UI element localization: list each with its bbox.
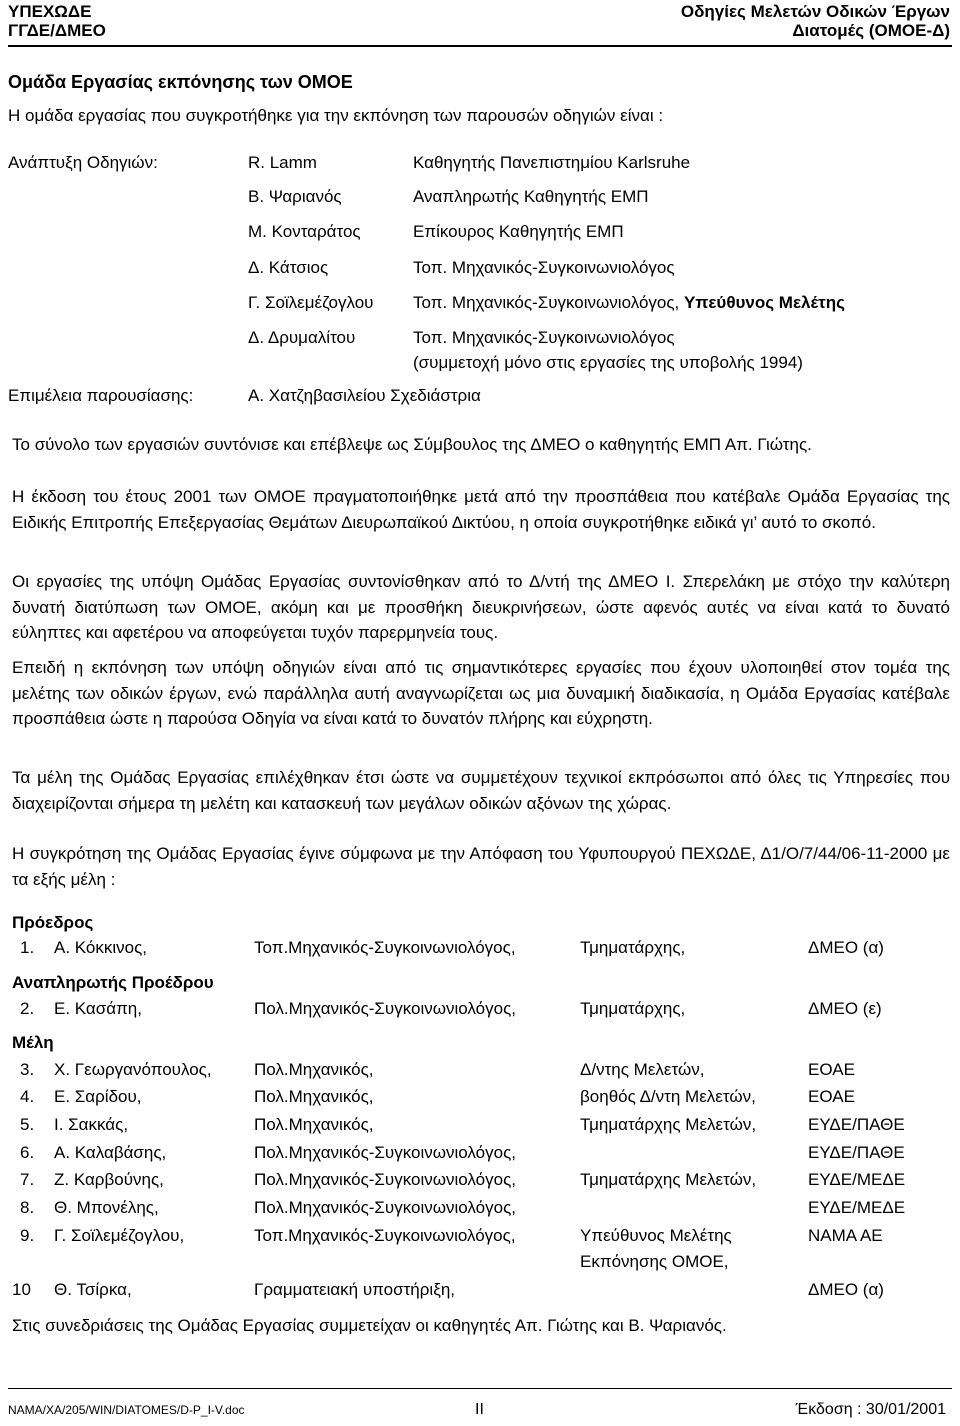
footer-page-number: II: [475, 1401, 484, 1418]
row-number: 7.: [20, 1170, 35, 1189]
footer-edition: Έκδοση : 30/01/2001: [795, 1401, 946, 1418]
row-organization: ΕΥΔΕ/ΜΕΔΕ: [808, 1170, 906, 1189]
row-name: Ε. Σαρίδου,: [54, 1087, 142, 1106]
row-position: Δ/ντης Μελετών,: [580, 1060, 705, 1079]
member-name: R. Lamm: [248, 153, 317, 172]
row-name: Α. Κόκκινος,: [54, 938, 148, 957]
header-left-line1: ΥΠΕΧΩΔΕ: [8, 2, 92, 21]
paragraph-coordination: Το σύνολο των εργασιών συντόνισε και επέβλεψε ως Σύμβουλος της ΔΜΕΟ ο καθηγητής ΕΜΠ Απ. Γιώτης.: [12, 435, 812, 454]
row-organization: ΔΜΕΟ (ε): [808, 999, 882, 1018]
row-specialty: Τοπ.Μηχανικός-Συγκοινωνιολόγος,: [254, 1226, 516, 1245]
paragraph-coordination-work: Οι εργασίες της υπόψη Ομάδας Εργασίας συντονίσθηκαν από το Δ/ντή της ΔΜΕΟ Ι. Σπερελάκη με στόχο την καλύτερη δυνατή διατύπωση των ΟΜΟΕ, ακόμη και με προσθήκη διευκρινήσεων, ώστε αφενός αυτές να είναι κατά το δυνατό εύληπτες και αφετέρου να αποφεύγεται τυχόν παρερμηνεία τους.: [12, 572, 950, 642]
row-specialty: Γραμματειακή υποστήριξη,: [254, 1280, 455, 1299]
row-number: 6.: [20, 1143, 35, 1162]
member-name: Δ. Δρυμαλίτου: [248, 328, 356, 347]
row-specialty: Τοπ.Μηχανικός-Συγκοινωνιολόγος,: [254, 938, 516, 957]
member-role: [413, 293, 845, 313]
member-role: Αναπληρωτής Καθηγητής ΕΜΠ: [413, 187, 649, 206]
row-name: Θ. Τσίρκα,: [54, 1280, 132, 1299]
row-specialty: Πολ.Μηχανικός,: [254, 1060, 374, 1079]
row-position-line2: Εκπόνησης ΟΜΟΕ,: [580, 1252, 729, 1271]
paragraph-importance: Επειδή η εκπόνηση των υπόψη οδηγιών είναι από τις σημαντικότερες εργασίες που έχουν υλοποιηθεί στον τομέα της μελέτης των οδικών έργων, ενώ παράλληλα αυτή αναγνωρίζεται ως μια δυναμική διαδικασία, η Ομάδα Εργασίας κατέβαλε προσπάθεια ώστε η παρούσα Οδηγία να είναι κατά το δυνατόν πλήρης και εύχρηστη.: [12, 658, 950, 728]
paragraph-edition-2001: Η έκδοση του έτους 2001 των ΟΜΟΕ πραγματοποιήθηκε μετά από την προσπάθεια που κατέβαλε Ομάδα Εργασίας της Ειδικής Επιτροπής Επεξεργασίας Θεμάτων Διευρωπαϊκού Δικτύου, η οποία συγκροτήθηκε ειδικά γι’ αυτό το σκοπό.: [12, 487, 950, 532]
member-name: Γ. Σοϊλεμέζογλου: [248, 293, 374, 312]
row-specialty: Πολ.Μηχανικός-Συγκοινωνιολόγος,: [254, 1143, 516, 1162]
header-rule: [8, 45, 952, 47]
paragraph-members-selection: Τα μέλη της Ομάδας Εργασίας επιλέχθηκαν έτσι ώστε να συμμετέχουν τεχνικοί εκπρόσωποι από όλες τις Υπηρεσίες που διαχειρίζονται σήμερα τη μελέτη και κατασκευή των μεγάλων οδικών αξόνων της χώρας.: [12, 768, 950, 813]
member-name: Μ. Κονταράτος: [248, 222, 361, 241]
members-heading: Μέλη: [12, 1033, 54, 1052]
presentation-value: Α. Χατζηβασιλείου Σχεδιάστρια: [248, 386, 481, 405]
member-role-note: (συμμετοχή μόνο στις εργασίες της υποβολής 1994): [413, 353, 803, 372]
president-heading: Πρόεδρος: [12, 913, 94, 932]
row-organization: ΕΟΑΕ: [808, 1060, 855, 1079]
member-role: Τοπ. Μηχανικός-Συγκοινωνιολόγος: [413, 258, 675, 277]
header-right-line1: Οδηγίες Μελετών Οδικών Έργων: [680, 2, 950, 21]
footer-rule: [8, 1388, 952, 1389]
paragraph-decision: Η συγκρότηση της Ομάδας Εργασίας έγινε σύμφωνα με την Απόφαση του Υφυπουργού ΠΕΧΩΔΕ, Δ1/Ο/7/44/06-11-2000 με τα εξής μέλη :: [12, 844, 950, 889]
row-position: Τμηματάρχης Μελετών,: [580, 1115, 757, 1134]
vice-president-heading: Αναπληρωτής Προέδρου: [12, 973, 214, 992]
row-name: Ε. Κασάπη,: [54, 999, 142, 1018]
row-specialty: Πολ.Μηχανικός-Συγκοινωνιολόγος,: [254, 1170, 516, 1189]
row-organization: ΕΥΔΕ/ΠΑΘΕ: [808, 1143, 905, 1162]
row-organization: ΕΥΔΕ/ΜΕΔΕ: [808, 1198, 906, 1217]
row-organization: ΕΟΑΕ: [808, 1087, 855, 1106]
member-role: Τοπ. Μηχανικός-Συγκοινωνιολόγος: [413, 328, 675, 347]
row-number: 4.: [20, 1087, 35, 1106]
row-organization: ΔΜΕΟ (α): [808, 1280, 884, 1299]
intro-text: Η ομάδα εργασίας που συγκροτήθηκε για την εκπόνηση των παρουσών οδηγιών είναι :: [8, 106, 664, 125]
header-left-line2: ΓΓΔΕ/ΔΜΕΟ: [8, 21, 106, 40]
row-specialty: Πολ.Μηχανικός-Συγκοινωνιολόγος,: [254, 1198, 516, 1217]
row-number: 8.: [20, 1198, 35, 1217]
row-organization: ΔΜΕΟ (α): [808, 938, 884, 957]
row-specialty: Πολ.Μηχανικός,: [254, 1087, 374, 1106]
row-number: 9.: [20, 1226, 35, 1245]
row-position: Τμηματάρχης,: [580, 999, 686, 1018]
row-number: 5.: [20, 1115, 35, 1134]
row-name: Α. Καλαβάσης,: [54, 1143, 167, 1162]
header-right-line2: Διατομές (ΟΜΟΕ-Δ): [792, 21, 950, 40]
row-name: Γ. Σοϊλεμέζογλου,: [54, 1226, 185, 1245]
member-name: Β. Ψαριανός: [248, 187, 342, 206]
footer-file: ΝΑΜΑ/ΧΑ/205/WIN/DIATOMES/D-P_I-V.doc: [8, 1403, 245, 1417]
row-name: Ι. Σακκάς,: [54, 1115, 129, 1134]
member-name: Δ. Κάτσιος: [248, 258, 329, 277]
closing-text: Στις συνεδριάσεις της Ομάδας Εργασίας συμμετείχαν οι καθηγητές Απ. Γιώτης και Β. Ψαριανός.: [12, 1316, 727, 1335]
member-role: Καθηγητής Πανεπιστημίου Karlsruhe: [413, 153, 691, 172]
row-number: 3.: [20, 1060, 35, 1079]
member-role: Επίκουρος Καθηγητής ΕΜΠ: [413, 222, 624, 241]
presentation-label: Επιμέλεια παρουσίασης:: [8, 386, 194, 405]
row-name: Ζ. Καρβούνης,: [54, 1170, 164, 1189]
row-number: 10: [12, 1280, 31, 1299]
row-specialty: Πολ.Μηχανικός-Συγκοινωνιολόγος,: [254, 999, 516, 1018]
row-position: Τμηματάρχης,: [580, 938, 686, 957]
row-position: Τμηματάρχης Μελετών,: [580, 1170, 757, 1189]
row-number: 1.: [20, 938, 35, 957]
section-title: Ομάδα Εργασίας εκπόνησης των ΟΜΟΕ: [8, 72, 353, 92]
member-role-text: Τοπ. Μηχανικός-Συγκοινωνιολόγος,: [413, 293, 684, 312]
row-name: Θ. Μπονέλης,: [54, 1198, 159, 1217]
row-position: Υπεύθυνος Μελέτης: [580, 1226, 732, 1245]
member-role-bold: Υπεύθυνος Μελέτης: [684, 293, 845, 312]
row-organization: ΝΑΜΑ ΑΕ: [808, 1226, 883, 1245]
row-specialty: Πολ.Μηχανικός,: [254, 1115, 374, 1134]
row-name: Χ. Γεωργανόπουλος,: [54, 1060, 212, 1079]
row-number: 2.: [20, 999, 35, 1018]
row-position: βοηθός Δ/ντη Μελετών,: [580, 1087, 756, 1106]
row-organization: ΕΥΔΕ/ΠΑΘΕ: [808, 1115, 905, 1134]
development-label: Ανάπτυξη Οδηγιών:: [8, 153, 158, 172]
